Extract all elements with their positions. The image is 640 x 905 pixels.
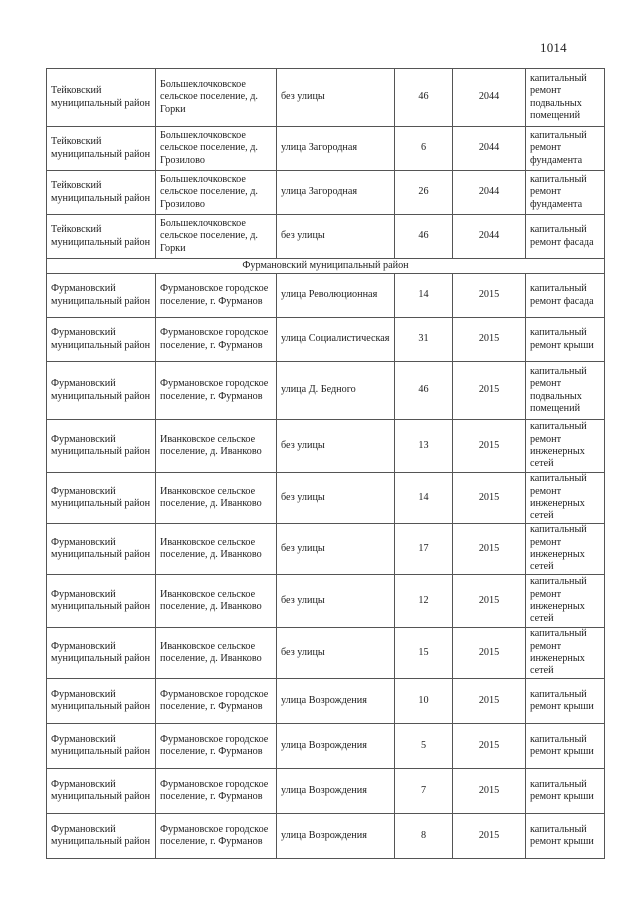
house-number-cell: 8 xyxy=(395,814,453,859)
house-number-cell: 14 xyxy=(395,274,453,318)
street-cell: без улицы xyxy=(277,69,395,127)
repair-year-cell: 2044 xyxy=(453,69,526,127)
table-row xyxy=(47,127,605,171)
repair-year-cell: 2015 xyxy=(453,679,526,724)
table-row xyxy=(47,473,605,524)
settlement-cell: Иванковское сельское поселение, д. Иванково xyxy=(156,628,277,679)
work-type-cell: капитальный ремонт инженерных сетей xyxy=(526,628,605,679)
street-cell: без улицы xyxy=(277,215,395,259)
district-cell: Фурмановский муниципальный район xyxy=(47,318,156,362)
work-type-cell: капитальный ремонт подвальных помещений xyxy=(526,69,605,127)
settlement-cell: Фурмановское городское поселение, г. Фурманов xyxy=(156,318,277,362)
street-cell: улица Загородная xyxy=(277,171,395,215)
work-type-cell: капитальный ремонт фундамента xyxy=(526,127,605,171)
table-row xyxy=(47,814,605,859)
work-type-cell: капитальный ремонт инженерных сетей xyxy=(526,473,605,524)
table-row xyxy=(47,215,605,259)
district-cell: Фурмановский муниципальный район xyxy=(47,524,156,575)
settlement-cell: Большеклочковское сельское поселение, д. Грозилово xyxy=(156,171,277,215)
settlement-cell: Иванковское сельское поселение, д. Иванково xyxy=(156,575,277,628)
house-number-cell: 46 xyxy=(395,215,453,259)
house-number-cell: 15 xyxy=(395,628,453,679)
settlement-cell: Фурмановское городское поселение, г. Фурманов xyxy=(156,362,277,420)
street-cell: улица Возрождения xyxy=(277,679,395,724)
house-number-cell: 46 xyxy=(395,362,453,420)
table-row xyxy=(47,69,605,127)
work-type-cell: капитальный ремонт фасада xyxy=(526,215,605,259)
house-number-cell: 14 xyxy=(395,473,453,524)
repair-year-cell: 2015 xyxy=(453,524,526,575)
table-row xyxy=(47,628,605,679)
repair-year-cell: 2015 xyxy=(453,473,526,524)
work-type-cell: капитальный ремонт инженерных сетей xyxy=(526,524,605,575)
street-cell: улица Загородная xyxy=(277,127,395,171)
district-cell: Фурмановский муниципальный район xyxy=(47,628,156,679)
street-cell: улица Д. Бедного xyxy=(277,362,395,420)
section-header-row xyxy=(47,259,605,274)
district-cell: Фурмановский муниципальный район xyxy=(47,769,156,814)
table-row xyxy=(47,318,605,362)
district-cell: Фурмановский муниципальный район xyxy=(47,473,156,524)
house-number-cell: 17 xyxy=(395,524,453,575)
repair-year-cell: 2015 xyxy=(453,420,526,473)
work-type-cell: капитальный ремонт крыши xyxy=(526,724,605,769)
table-row xyxy=(47,679,605,724)
settlement-cell: Фурмановское городское поселение, г. Фурманов xyxy=(156,814,277,859)
table-row xyxy=(47,420,605,473)
work-type-cell: капитальный ремонт крыши xyxy=(526,679,605,724)
district-cell: Тейковский муниципальный район xyxy=(47,69,156,127)
district-cell: Фурмановский муниципальный район xyxy=(47,724,156,769)
house-number-cell: 7 xyxy=(395,769,453,814)
street-cell: без улицы xyxy=(277,628,395,679)
district-cell: Фурмановский муниципальный район xyxy=(47,274,156,318)
section-title: Фурмановский муниципальный район xyxy=(47,259,605,274)
work-type-cell: капитальный ремонт инженерных сетей xyxy=(526,420,605,473)
settlement-cell: Фурмановское городское поселение, г. Фурманов xyxy=(156,274,277,318)
house-number-cell: 31 xyxy=(395,318,453,362)
street-cell: без улицы xyxy=(277,420,395,473)
work-type-cell: капитальный ремонт крыши xyxy=(526,318,605,362)
house-number-cell: 46 xyxy=(395,69,453,127)
district-cell: Тейковский муниципальный район xyxy=(47,127,156,171)
work-type-cell: капитальный ремонт фундамента xyxy=(526,171,605,215)
table-row xyxy=(47,171,605,215)
street-cell: без улицы xyxy=(277,473,395,524)
table-row xyxy=(47,274,605,318)
settlement-cell: Фурмановское городское поселение, г. Фурманов xyxy=(156,724,277,769)
repair-year-cell: 2015 xyxy=(453,274,526,318)
settlement-cell: Большеклочковское сельское поселение, д. Грозилово xyxy=(156,127,277,171)
repair-year-cell: 2044 xyxy=(453,171,526,215)
settlement-cell: Иванковское сельское поселение, д. Иванково xyxy=(156,524,277,575)
work-type-cell: капитальный ремонт крыши xyxy=(526,769,605,814)
work-type-cell: капитальный ремонт крыши xyxy=(526,814,605,859)
repair-year-cell: 2015 xyxy=(453,724,526,769)
repair-year-cell: 2015 xyxy=(453,362,526,420)
repair-year-cell: 2044 xyxy=(453,215,526,259)
house-number-cell: 5 xyxy=(395,724,453,769)
district-cell: Фурмановский муниципальный район xyxy=(47,420,156,473)
table-row xyxy=(47,575,605,628)
district-cell: Фурмановский муниципальный район xyxy=(47,362,156,420)
settlement-cell: Большеклочковское сельское поселение, д. Горки xyxy=(156,69,277,127)
settlement-cell: Фурмановское городское поселение, г. Фурманов xyxy=(156,769,277,814)
repair-registry-table xyxy=(46,68,605,859)
repair-year-cell: 2015 xyxy=(453,575,526,628)
settlement-cell: Большеклочковское сельское поселение, д. Горки xyxy=(156,215,277,259)
district-cell: Фурмановский муниципальный район xyxy=(47,575,156,628)
settlement-cell: Иванковское сельское поселение, д. Иванково xyxy=(156,420,277,473)
district-cell: Фурмановский муниципальный район xyxy=(47,814,156,859)
district-cell: Тейковский муниципальный район xyxy=(47,215,156,259)
district-cell: Фурмановский муниципальный район xyxy=(47,679,156,724)
house-number-cell: 10 xyxy=(395,679,453,724)
settlement-cell: Иванковское сельское поселение, д. Иванково xyxy=(156,473,277,524)
house-number-cell: 13 xyxy=(395,420,453,473)
repair-year-cell: 2015 xyxy=(453,769,526,814)
work-type-cell: капитальный ремонт подвальных помещений xyxy=(526,362,605,420)
work-type-cell: капитальный ремонт фасада xyxy=(526,274,605,318)
table-row xyxy=(47,524,605,575)
street-cell: улица Возрождения xyxy=(277,724,395,769)
house-number-cell: 26 xyxy=(395,171,453,215)
repair-year-cell: 2044 xyxy=(453,127,526,171)
house-number-cell: 12 xyxy=(395,575,453,628)
street-cell: улица Возрождения xyxy=(277,814,395,859)
settlement-cell: Фурмановское городское поселение, г. Фурманов xyxy=(156,679,277,724)
table-row xyxy=(47,724,605,769)
district-cell: Тейковский муниципальный район xyxy=(47,171,156,215)
repair-year-cell: 2015 xyxy=(453,318,526,362)
work-type-cell: капитальный ремонт инженерных сетей xyxy=(526,575,605,628)
street-cell: улица Социалистическая xyxy=(277,318,395,362)
repair-year-cell: 2015 xyxy=(453,628,526,679)
table-row xyxy=(47,362,605,420)
page-number: 1014 xyxy=(540,40,567,55)
street-cell: без улицы xyxy=(277,575,395,628)
table-row xyxy=(47,769,605,814)
repair-year-cell: 2015 xyxy=(453,814,526,859)
registry-body xyxy=(47,69,605,859)
street-cell: улица Революционная xyxy=(277,274,395,318)
street-cell: улица Возрождения xyxy=(277,769,395,814)
house-number-cell: 6 xyxy=(395,127,453,171)
street-cell: без улицы xyxy=(277,524,395,575)
